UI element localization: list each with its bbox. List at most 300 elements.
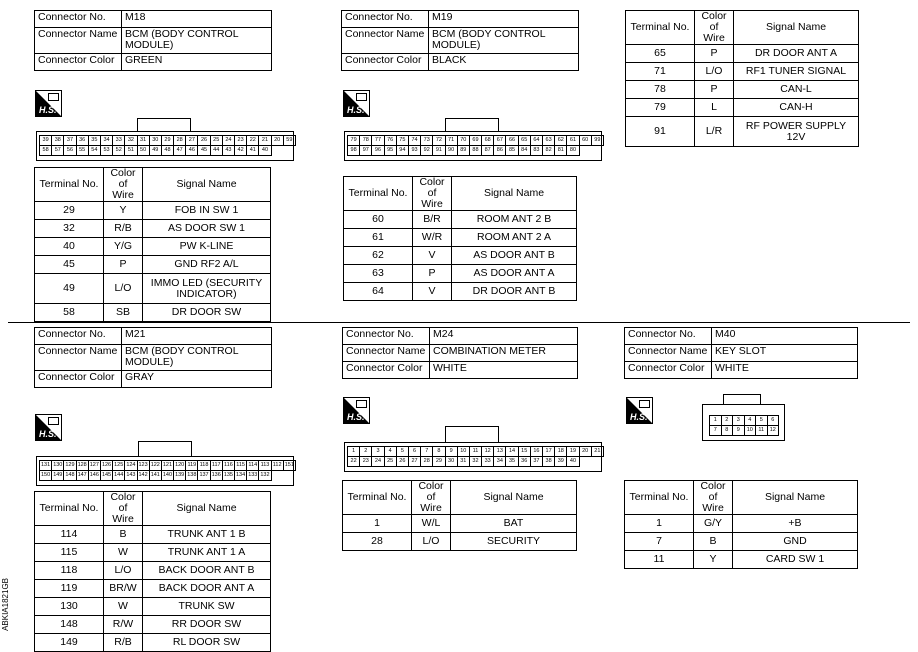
terminal-no-cell: 7 (625, 533, 694, 551)
connector-color-label: Connector Color (625, 362, 712, 379)
terminal-pin: 13 (493, 446, 506, 457)
terminal-pin: 49 (149, 145, 162, 156)
wire-color-cell: V (413, 247, 452, 265)
terminal-pin: 62 (554, 135, 567, 146)
signal-name-header: Signal Name (451, 481, 577, 515)
signal-name-cell: BACK DOOR ANT A (143, 580, 271, 598)
wire-color-header: Color of Wire (104, 492, 143, 526)
table-row (35, 220, 271, 238)
terminal-pin: 132 (258, 470, 271, 481)
terminal-pin: 32 (469, 456, 482, 467)
terminal-pin: 63 (542, 135, 555, 146)
terminal-pin: 4 (744, 415, 757, 426)
terminal-no-cell: 61 (344, 229, 413, 247)
terminal-pin: 99 (591, 135, 604, 146)
connector-face-m18 (36, 131, 294, 161)
signal-table-m21 (34, 491, 271, 652)
connector-color-value: GRAY (122, 371, 272, 388)
terminal-pin: 50 (137, 145, 150, 156)
table-row (626, 45, 859, 63)
terminal-pin: 11 (755, 425, 768, 436)
signal-name-cell: GND (733, 533, 858, 551)
terminal-pin: 1 (347, 446, 360, 457)
signal-table-m19 (343, 176, 577, 301)
terminal-pin: 95 (384, 145, 397, 156)
signal-name-cell: BAT (451, 515, 577, 533)
terminal-pin: 135 (222, 470, 235, 481)
signal-name-cell: IMMO LED (SECURITY INDICATOR) (143, 274, 271, 304)
terminal-pin: 81 (554, 145, 567, 156)
terminal-no-header: Terminal No. (625, 481, 694, 515)
terminal-pin: 97 (359, 145, 372, 156)
terminal-no-cell: 29 (35, 202, 104, 220)
terminal-pin: 11 (469, 446, 482, 457)
terminal-pin: 69 (469, 135, 482, 146)
connector-color-label: Connector Color (35, 371, 122, 388)
terminal-pin: 119 (185, 460, 198, 471)
terminal-pin: 31 (137, 135, 150, 146)
connector-no-label: Connector No. (342, 11, 429, 28)
terminal-pin: 70 (457, 135, 470, 146)
connector-color-label: Connector Color (342, 54, 429, 71)
doc-code: ABKIA1821GB (1, 578, 10, 631)
table-row (35, 580, 271, 598)
terminal-pin: 24 (222, 135, 235, 146)
terminal-no-cell: 45 (35, 256, 104, 274)
terminal-pin: 133 (246, 470, 259, 481)
connector-name-label: Connector Name (342, 28, 429, 54)
terminal-pin: 2 (721, 415, 734, 426)
terminal-pin: 1 (709, 415, 722, 426)
table-row (35, 238, 271, 256)
signal-table-m24 (342, 480, 577, 551)
wire-color-header: Color of Wire (694, 481, 733, 515)
signal-name-cell: ROOM ANT 2 B (452, 211, 577, 229)
terminal-pin: 34 (100, 135, 113, 146)
terminal-pin: 8 (721, 425, 734, 436)
terminal-pin: 142 (137, 470, 150, 481)
terminal-pin: 12 (767, 425, 780, 436)
terminal-pin: 116 (222, 460, 235, 471)
terminal-pin: 147 (76, 470, 89, 481)
terminal-pin: 79 (347, 135, 360, 146)
terminal-pin: 25 (384, 456, 397, 467)
terminal-pin: 94 (396, 145, 409, 156)
connector-no-value: M19 (429, 11, 579, 28)
connector-name-value: COMBINATION METER (430, 345, 578, 362)
terminal-no-cell: 64 (344, 283, 413, 301)
connector-face-m21 (36, 456, 294, 486)
terminal-pin: 21 (591, 446, 604, 457)
terminal-pin: 51 (124, 145, 137, 156)
table-row (344, 283, 577, 301)
terminal-no-cell: 60 (344, 211, 413, 229)
terminal-no-cell: 115 (35, 544, 104, 562)
connector-no-label: Connector No. (625, 328, 712, 345)
signal-name-cell: DR DOOR SW (143, 304, 271, 322)
connector-latch (445, 426, 499, 443)
terminal-pin: 124 (124, 460, 137, 471)
terminal-no-header: Terminal No. (626, 11, 695, 45)
terminal-no-cell: 71 (626, 63, 695, 81)
terminal-pin: 59 (283, 135, 296, 146)
connector-color-value: WHITE (430, 362, 578, 379)
connector-no-label: Connector No. (343, 328, 430, 345)
terminal-pin: 40 (566, 456, 579, 467)
wire-color-cell: P (695, 45, 734, 63)
terminal-no-cell: 79 (626, 99, 695, 117)
terminal-pin: 35 (505, 456, 518, 467)
terminal-no-cell: 58 (35, 304, 104, 322)
signal-name-cell: SECURITY (451, 533, 577, 551)
terminal-pin: 28 (420, 456, 433, 467)
terminal-pin: 68 (481, 135, 494, 146)
terminal-pin: 21 (258, 135, 271, 146)
hs-icon: H.S. (35, 414, 62, 441)
terminal-pin: 3 (371, 446, 384, 457)
connector-color-label: Connector Color (343, 362, 430, 379)
terminal-pin: 4 (384, 446, 397, 457)
signal-name-cell: AS DOOR SW 1 (143, 220, 271, 238)
table-row (626, 63, 859, 81)
terminal-pin: 84 (518, 145, 531, 156)
wire-color-header: Color of Wire (412, 481, 451, 515)
terminal-pin: 7 (420, 446, 433, 457)
wire-color-cell: R/B (104, 220, 143, 238)
terminal-pin: 90 (445, 145, 458, 156)
table-row (35, 544, 271, 562)
signal-name-cell: PW K-LINE (143, 238, 271, 256)
wire-color-cell: BR/W (104, 580, 143, 598)
terminal-pin: 16 (530, 446, 543, 457)
connector-info-m24 (342, 327, 578, 379)
connector-face-m40 (702, 404, 785, 441)
wire-color-header: Color of Wire (413, 177, 452, 211)
terminal-pin: 26 (197, 135, 210, 146)
terminal-pin: 137 (197, 470, 210, 481)
terminal-pin: 136 (210, 470, 223, 481)
wire-color-cell: L/O (412, 533, 451, 551)
table-row (35, 634, 271, 652)
terminal-pin: 19 (566, 446, 579, 457)
terminal-no-cell: 148 (35, 616, 104, 634)
terminal-no-cell: 119 (35, 580, 104, 598)
terminal-pin: 34 (493, 456, 506, 467)
hs-icon: H.S. (626, 397, 653, 424)
terminal-pin: 120 (173, 460, 186, 471)
terminal-pin: 5 (755, 415, 768, 426)
terminal-no-cell: 130 (35, 598, 104, 616)
terminal-pin: 39 (554, 456, 567, 467)
wire-color-cell: B (104, 526, 143, 544)
terminal-pin: 2 (359, 446, 372, 457)
signal-name-cell: DR DOOR ANT A (734, 45, 859, 63)
terminal-pin: 30 (445, 456, 458, 467)
terminal-pin: 38 (542, 456, 555, 467)
signal-name-cell: RL DOOR SW (143, 634, 271, 652)
terminal-pin: 78 (359, 135, 372, 146)
terminal-no-cell: 1 (343, 515, 412, 533)
terminal-pin: 56 (63, 145, 76, 156)
terminal-no-header: Terminal No. (35, 492, 104, 526)
terminal-pin: 27 (185, 135, 198, 146)
wire-color-cell: W (104, 544, 143, 562)
terminal-pin: 129 (63, 460, 76, 471)
hs-icon: H.S. (343, 90, 370, 117)
table-row (626, 81, 859, 99)
terminal-pin: 14 (505, 446, 518, 457)
table-row (35, 562, 271, 580)
terminal-pin: 86 (493, 145, 506, 156)
signal-name-cell: +B (733, 515, 858, 533)
terminal-pin: 9 (732, 425, 745, 436)
terminal-pin: 126 (100, 460, 113, 471)
terminal-pin: 10 (744, 425, 757, 436)
terminal-pin: 52 (112, 145, 125, 156)
connector-name-value: BCM (BODY CONTROL MODULE) (122, 345, 272, 371)
terminal-pin: 9 (445, 446, 458, 457)
connector-no-value: M21 (122, 328, 272, 345)
wire-color-cell: R/W (104, 616, 143, 634)
connector-name-value: KEY SLOT (712, 345, 858, 362)
connector-info-m21 (34, 327, 272, 388)
terminal-pin: 83 (530, 145, 543, 156)
terminal-pin: 77 (371, 135, 384, 146)
connector-info-m40 (624, 327, 858, 379)
terminal-pin: 12 (481, 446, 494, 457)
wire-color-cell: W/R (413, 229, 452, 247)
terminal-pin: 139 (173, 470, 186, 481)
table-row (343, 515, 577, 533)
connector-no-label: Connector No. (35, 328, 122, 345)
terminal-pin: 57 (51, 145, 64, 156)
terminal-pin: 141 (149, 470, 162, 481)
wire-color-cell: Y (104, 202, 143, 220)
connector-face-m24 (344, 442, 602, 472)
terminal-pin: 8 (432, 446, 445, 457)
connector-name-label: Connector Name (625, 345, 712, 362)
terminal-pin: 26 (396, 456, 409, 467)
terminal-pin: 54 (88, 145, 101, 156)
terminal-pin: 65 (518, 135, 531, 146)
terminal-no-cell: 114 (35, 526, 104, 544)
terminal-pin: 7 (709, 425, 722, 436)
terminal-pin: 42 (234, 145, 247, 156)
terminal-pin: 30 (149, 135, 162, 146)
table-row (35, 526, 271, 544)
terminal-pin: 20 (579, 446, 592, 457)
terminal-pin: 6 (408, 446, 421, 457)
table-row (35, 304, 271, 322)
terminal-pin: 32 (124, 135, 137, 146)
terminal-pin: 47 (173, 145, 186, 156)
connector-name-value: BCM (BODY CONTROL MODULE) (429, 28, 579, 54)
terminal-pin: 144 (112, 470, 125, 481)
terminal-pin: 31 (457, 456, 470, 467)
terminal-pin: 29 (161, 135, 174, 146)
terminal-pin: 125 (112, 460, 125, 471)
terminal-pin: 36 (76, 135, 89, 146)
connector-color-value: WHITE (712, 362, 858, 379)
table-row (344, 247, 577, 265)
terminal-pin: 44 (210, 145, 223, 156)
wire-color-cell: W/L (412, 515, 451, 533)
terminal-pin: 37 (63, 135, 76, 146)
terminal-pin: 96 (371, 145, 384, 156)
wire-color-cell: Y (694, 551, 733, 569)
terminal-pin: 92 (420, 145, 433, 156)
terminal-no-cell: 49 (35, 274, 104, 304)
terminal-pin: 10 (457, 446, 470, 457)
terminal-pin: 71 (445, 135, 458, 146)
terminal-pin: 143 (124, 470, 137, 481)
terminal-pin: 113 (258, 460, 271, 471)
wire-color-cell: Y/G (104, 238, 143, 256)
wire-color-header: Color of Wire (695, 11, 734, 45)
terminal-pin: 25 (210, 135, 223, 146)
terminal-pin: 48 (161, 145, 174, 156)
terminal-pin: 53 (100, 145, 113, 156)
terminal-pin: 41 (246, 145, 259, 156)
wire-color-cell: SB (104, 304, 143, 322)
terminal-pin: 150 (39, 470, 52, 481)
terminal-no-cell: 28 (343, 533, 412, 551)
connector-color-value: GREEN (122, 54, 272, 71)
terminal-pin: 112 (271, 460, 284, 471)
terminal-pin: 33 (481, 456, 494, 467)
terminal-no-cell: 32 (35, 220, 104, 238)
connector-info-m18 (34, 10, 272, 71)
signal-name-cell: AS DOOR ANT B (452, 247, 577, 265)
table-row (344, 229, 577, 247)
signal-name-header: Signal Name (143, 168, 271, 202)
signal-name-cell: RR DOOR SW (143, 616, 271, 634)
wire-color-cell: L (695, 99, 734, 117)
terminal-no-cell: 78 (626, 81, 695, 99)
terminal-pin: 140 (161, 470, 174, 481)
terminal-pin: 146 (88, 470, 101, 481)
terminal-pin: 61 (566, 135, 579, 146)
table-row (625, 533, 858, 551)
terminal-pin: 20 (271, 135, 284, 146)
terminal-no-cell: 118 (35, 562, 104, 580)
terminal-pin: 64 (530, 135, 543, 146)
table-row (35, 256, 271, 274)
table-row (625, 551, 858, 569)
wire-color-cell: B/R (413, 211, 452, 229)
connector-name-label: Connector Name (343, 345, 430, 362)
signal-name-cell: FOB IN SW 1 (143, 202, 271, 220)
signal-name-cell: GND RF2 A/L (143, 256, 271, 274)
terminal-pin: 36 (518, 456, 531, 467)
terminal-pin: 115 (234, 460, 247, 471)
signal-name-cell: ROOM ANT 2 A (452, 229, 577, 247)
terminal-pin: 151 (283, 460, 296, 471)
connector-face-m19 (344, 131, 602, 161)
terminal-pin: 3 (732, 415, 745, 426)
table-row (344, 211, 577, 229)
signal-name-cell: AS DOOR ANT A (452, 265, 577, 283)
terminal-no-cell: 40 (35, 238, 104, 256)
terminal-pin: 22 (347, 456, 360, 467)
terminal-pin: 114 (246, 460, 259, 471)
connector-color-value: BLACK (429, 54, 579, 71)
signal-name-cell: CAN-H (734, 99, 859, 117)
signal-name-header: Signal Name (734, 11, 859, 45)
signal-name-cell: RF POWER SUPPLY 12V (734, 117, 859, 147)
terminal-pin: 117 (210, 460, 223, 471)
terminal-pin: 85 (505, 145, 518, 156)
terminal-pin: 122 (149, 460, 162, 471)
terminal-pin: 17 (542, 446, 555, 457)
connector-name-label: Connector Name (35, 345, 122, 371)
wire-color-cell: B (694, 533, 733, 551)
terminal-no-header: Terminal No. (344, 177, 413, 211)
terminal-pin: 128 (76, 460, 89, 471)
terminal-pin: 27 (408, 456, 421, 467)
signal-table-m40 (624, 480, 858, 569)
terminal-pin: 23 (359, 456, 372, 467)
terminal-pin: 22 (246, 135, 259, 146)
signal-table-m19-cont (625, 10, 859, 147)
signal-name-cell: BACK DOOR ANT B (143, 562, 271, 580)
terminal-pin: 134 (234, 470, 247, 481)
terminal-no-header: Terminal No. (343, 481, 412, 515)
terminal-pin: 75 (396, 135, 409, 146)
wire-color-cell: P (413, 265, 452, 283)
wire-color-cell: R/B (104, 634, 143, 652)
terminal-no-cell: 1 (625, 515, 694, 533)
section-divider (8, 322, 910, 323)
hs-icon: H.S. (35, 90, 62, 117)
table-row (625, 515, 858, 533)
terminal-no-cell: 65 (626, 45, 695, 63)
terminal-pin: 73 (420, 135, 433, 146)
terminal-pin: 46 (185, 145, 198, 156)
terminal-pin: 130 (51, 460, 64, 471)
terminal-pin: 87 (481, 145, 494, 156)
terminal-pin: 72 (432, 135, 445, 146)
wire-color-cell: P (104, 256, 143, 274)
connector-no-label: Connector No. (35, 11, 122, 28)
table-row (626, 117, 859, 147)
terminal-pin: 38 (51, 135, 64, 146)
wire-color-cell: L/O (104, 274, 143, 304)
terminal-pin: 5 (396, 446, 409, 457)
terminal-pin: 80 (566, 145, 579, 156)
wire-color-header: Color of Wire (104, 168, 143, 202)
terminal-pin: 145 (100, 470, 113, 481)
wire-color-cell: V (413, 283, 452, 301)
wire-color-cell: P (695, 81, 734, 99)
terminal-pin: 93 (408, 145, 421, 156)
connector-latch (137, 118, 191, 132)
signal-table-m18 (34, 167, 271, 322)
terminal-pin: 98 (347, 145, 360, 156)
terminal-pin: 118 (197, 460, 210, 471)
terminal-pin: 66 (505, 135, 518, 146)
signal-name-cell: TRUNK ANT 1 A (143, 544, 271, 562)
terminal-pin: 55 (76, 145, 89, 156)
terminal-pin: 76 (384, 135, 397, 146)
terminal-pin: 88 (469, 145, 482, 156)
signal-name-cell: CARD SW 1 (733, 551, 858, 569)
terminal-pin: 43 (222, 145, 235, 156)
terminal-no-cell: 11 (625, 551, 694, 569)
signal-name-header: Signal Name (733, 481, 858, 515)
wire-color-cell: L/R (695, 117, 734, 147)
connector-latch (138, 441, 192, 457)
